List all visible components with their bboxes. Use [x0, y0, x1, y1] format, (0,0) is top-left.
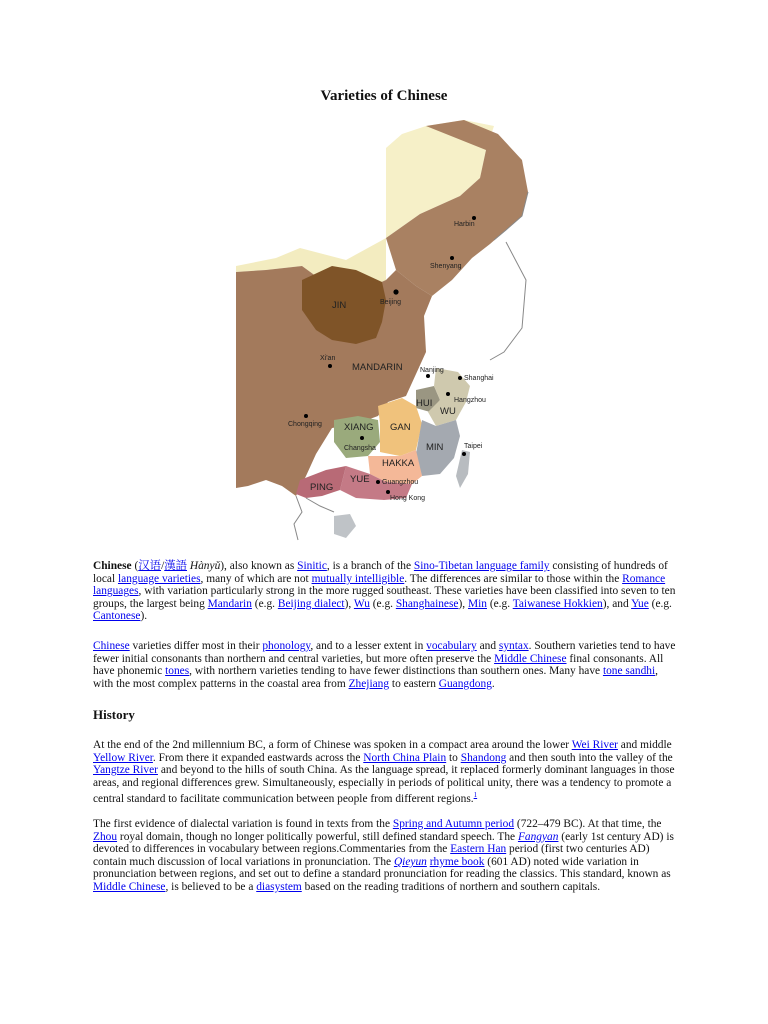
link-simplified[interactable]: 汉语 [138, 560, 162, 572]
map-region-label: YUE [350, 474, 370, 485]
map-region-label: GAN [390, 422, 411, 433]
link-shanghainese[interactable]: Shanghainese [395, 597, 459, 610]
link-wu[interactable]: Wu [353, 597, 370, 610]
link-mutually-intelligible[interactable]: mutually intelligible [311, 572, 405, 585]
map-region-label: MIN [426, 442, 444, 453]
map-region-label: MANDARIN [352, 362, 403, 373]
link-yue[interactable]: Yue [631, 597, 649, 610]
page-title: Varieties of Chinese [320, 88, 448, 104]
paragraph-differences: Chinese varieties differ most in their phonology, and to a lesser extent in vocabulary and syntax. Southern varieties tend to have fewer initial consonants than northern and central varieties, but more often preserve the Middle Chinese final consonants. All have phonemic tones, with northern varieties tending to have fewer distinctions than southern ones. Many have tone sandhi, with the most complex patterns in the coastal area from Zhejiang to eastern Guangdong. [93, 640, 676, 690]
link-eastern-han[interactable]: Eastern Han [450, 843, 507, 856]
map-city-label: Guangzhou [382, 479, 419, 486]
link-yellow-river[interactable]: Yellow River [93, 751, 153, 764]
link-zhejiang[interactable]: Zhejiang [348, 677, 390, 690]
link-wei-river[interactable]: Wei River [571, 739, 618, 751]
link-taiwanese-hokkien[interactable]: Taiwanese Hokkien [512, 597, 603, 610]
link-middle-chinese-2[interactable]: Middle Chinese [93, 880, 166, 893]
map-city-label: Taipei [464, 443, 483, 450]
chinese-varieties-map [236, 120, 532, 544]
link-north-china-plain[interactable]: North China Plain [363, 751, 447, 764]
link-rhyme-book[interactable]: rhyme book [429, 855, 485, 868]
link-guangdong[interactable]: Guangdong [438, 677, 492, 690]
link-fangyan[interactable]: Fangyan [517, 830, 559, 843]
map-city-label: Nanjing [420, 367, 444, 374]
map-region-label: HUI [416, 398, 433, 409]
term-chinese: Chinese [93, 560, 132, 572]
link-mandarin[interactable]: Mandarin [207, 597, 252, 610]
link-syntax[interactable]: syntax [498, 640, 529, 652]
map-city-label: Shanghai [464, 375, 494, 382]
link-zhou[interactable]: Zhou [93, 830, 118, 843]
link-sino-tibetan[interactable]: Sino-Tibetan language family [413, 560, 550, 572]
map-city-label: Shenyang [430, 263, 462, 270]
map-region-label: JIN [332, 300, 347, 311]
link-diasystem[interactable]: diasystem [256, 880, 302, 893]
link-min[interactable]: Min [467, 597, 487, 610]
link-tones[interactable]: tones [165, 665, 190, 678]
footnote-link[interactable]: 1 [473, 791, 478, 800]
link-beijing-dialect[interactable]: Beijing dialect [277, 597, 345, 610]
map-city-label: Beijing [380, 299, 402, 306]
link-phonology[interactable]: phonology [262, 640, 311, 652]
map-city-label: Hong Kong [390, 495, 426, 502]
map-region-hainan [334, 514, 356, 538]
map-city-label: Xi'an [320, 355, 336, 362]
link-tone-sandhi[interactable]: tone sandhi [602, 665, 656, 678]
map-city-label: Chongqing [288, 421, 322, 428]
map-city-label: Changsha [344, 445, 376, 452]
map-region-label: HAKKA [382, 458, 415, 469]
paragraph-history-1: At the end of the 2nd millennium BC, a form of Chinese was spoken in a compact area around the lower Wei River and middle Yellow River. From there it expanded eastwards across the North China Plain to Shandong and then south into the valley of the Yangtze River and beyond to the hills of south China. As the language spread, it replaced formerly dominant languages in those areas, and regional differences grew. Simultaneously, especially in periods of political unity, there was a tendency to promote a central standard to facilitate communication between people from different regions.$^1$ [93, 739, 675, 806]
map-city-label: Hangzhou [454, 397, 486, 404]
link-romance-languages[interactable]: Romance languages [93, 572, 666, 598]
link-shandong[interactable]: Shandong [460, 751, 507, 764]
link-cantonese[interactable]: Cantonese [93, 610, 141, 623]
link-middle-chinese[interactable]: Middle Chinese [494, 652, 567, 665]
link-sinitic[interactable]: Sinitic [297, 560, 327, 572]
paragraph-history-2: The first evidence of dialectal variation is found in texts from the Spring and Autumn period (722–479 BC). At that time, the Zhou royal domain, though no longer politically powerful, still defined standard speech. The Fangyan (early 1st century AD) is devoted to differences in vocabulary between regions.Commentaries from the Eastern Han period (first two centuries AD) contain much discussion of local variations in pronunciation. The Qieyun rhyme book (601 AD) noted wide variation in pronunciation between regions, and set out to define a standard pronunciation for reading the classics. This standard, known as Middle Chinese, is believed to be a diasystem based on the reading traditions of northern and southern capitals. [93, 818, 674, 893]
link-vocabulary[interactable]: vocabulary [426, 640, 477, 652]
link-traditional[interactable]: 漢語 [164, 560, 188, 572]
map-city-label: Harbin [454, 221, 475, 228]
paragraph-intro: Chinese (汉语/漢語 Hànyǔ), also known as Sinitic, is a branch of the Sino-Tibetan language family consisting of hundreds of local language varieties, many of which are not mutually intelligible. The differences are similar to those within the Romance languages, with variation particularly strong in the more rugged southeast. These varieties have been classified into seven to ten groups, the largest being Mandarin (e.g. Beijing dialect), Wu (e.g. Shanghainese), Min (e.g. Taiwanese Hokkien), and Yue (e.g. Cantonese). [93, 560, 676, 623]
link-language-varieties[interactable]: language varieties [117, 572, 201, 585]
term-hanyu: Hànyǔ [189, 560, 221, 572]
link-qieyun[interactable]: Qieyun [393, 855, 427, 868]
link-chinese[interactable]: Chinese [93, 640, 130, 652]
map-region-label: WU [440, 406, 456, 417]
map-region-label: XIANG [344, 422, 374, 433]
link-yangtze-river[interactable]: Yangtze River [93, 764, 158, 777]
map-region-label: PING [310, 482, 334, 493]
link-spring-autumn[interactable]: Spring and Autumn period [392, 818, 515, 830]
section-heading-history: History [93, 707, 135, 722]
